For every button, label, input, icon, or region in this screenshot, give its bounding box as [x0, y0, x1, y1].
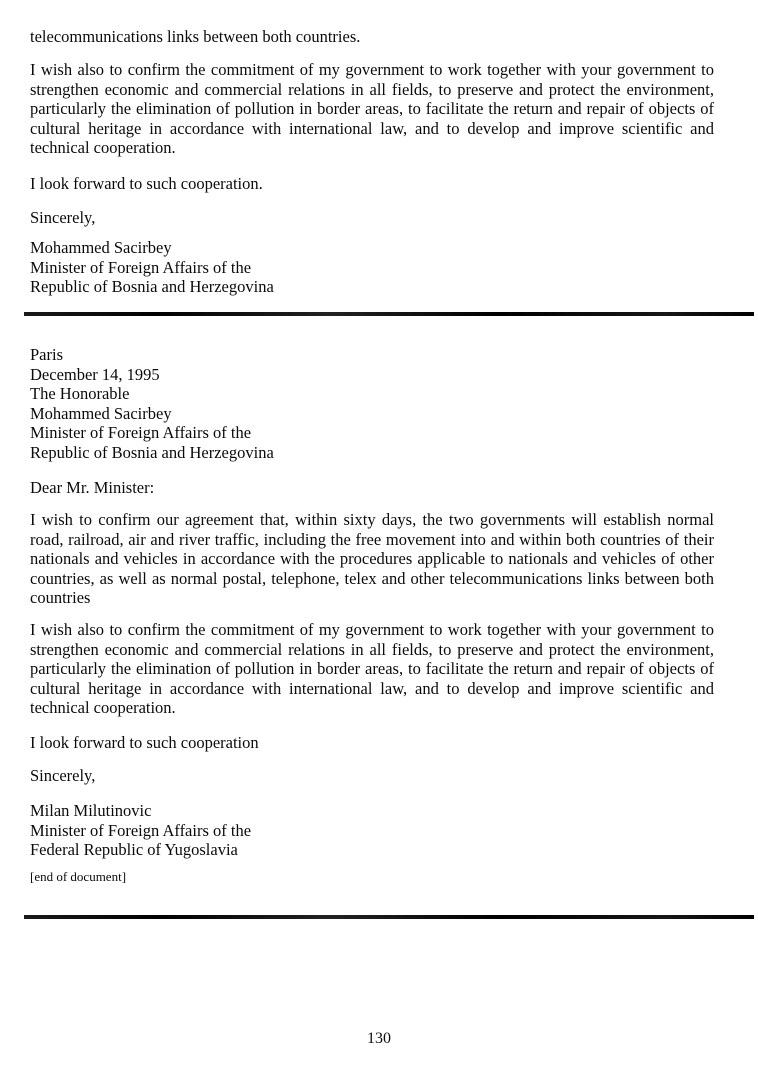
- section-divider-rule: [24, 915, 754, 919]
- letter2-salutation: Dear Mr. Minister:: [30, 477, 155, 497]
- end-of-document-note: [end of document]: [30, 869, 127, 885]
- signature-name: Milan Milutinovic: [30, 801, 152, 821]
- letter2-paragraph-commitment: I wish also to confirm the commitment of my government to work together with your government to strengthen economic and commercial relations in all fields, to preserve and protect the environment, particularly the elimination of pollution in border areas, to facilitate the return and repair of objects of cultural heritage in accordance with international law, and to develop and improve scientific and technical cooperation.: [30, 620, 714, 717]
- address-city: Paris: [30, 345, 63, 365]
- page-number: 130: [367, 1029, 391, 1047]
- letter1-closing-line: I look forward to such cooperation.: [30, 174, 263, 194]
- letter2-valediction: Sincerely,: [30, 765, 96, 785]
- address-honorific: The Honorable: [30, 384, 130, 404]
- letter1-valediction: Sincerely,: [30, 207, 96, 227]
- letter2-closing-line: I look forward to such cooperation: [30, 733, 259, 753]
- signature-title-line: Republic of Bosnia and Herzegovina: [30, 277, 274, 297]
- signature-title-line: Minister of Foreign Affairs of the: [30, 257, 252, 277]
- letter1-paragraph-tail: telecommunications links between both countries.: [30, 27, 361, 46]
- signature-title-line: Minister of Foreign Affairs of the: [30, 820, 252, 840]
- address-title-line: Republic of Bosnia and Herzegovina: [30, 442, 274, 462]
- address-date: December 14, 1995: [30, 364, 160, 384]
- letter1-paragraph-commitment: I wish also to confirm the commitment of my government to work together with your government to strengthen economic and commercial relations in all fields, to preserve and protect the environment, particularly the elimination of pollution in border areas, to facilitate the return and repair of objects of cultural heritage in accordance with international law, and to develop and improve scientific and technical cooperation.: [30, 60, 714, 158]
- letter2-address-block: [30, 345, 714, 461]
- letter2-paragraph-agreement: I wish to confirm our agreement that, within sixty days, the two governments will establish normal road, railroad, air and river traffic, including the free movement into and within both countries of their nationals and vehicles in accordance with the procedures applicable to nationals and vehicles of other countries, as well as normal postal, telephone, telex and other telecommunications links between both countries: [30, 510, 714, 607]
- address-title-line: Minister of Foreign Affairs of the: [30, 423, 252, 443]
- section-divider-rule: [24, 312, 754, 316]
- signature-name: Mohammed Sacirbey: [30, 238, 172, 258]
- letter1-signature-block: [30, 238, 714, 296]
- address-name: Mohammed Sacirbey: [30, 403, 172, 423]
- letter2-signature-block: [30, 801, 714, 859]
- signature-title-line: Federal Republic of Yugoslavia: [30, 840, 238, 859]
